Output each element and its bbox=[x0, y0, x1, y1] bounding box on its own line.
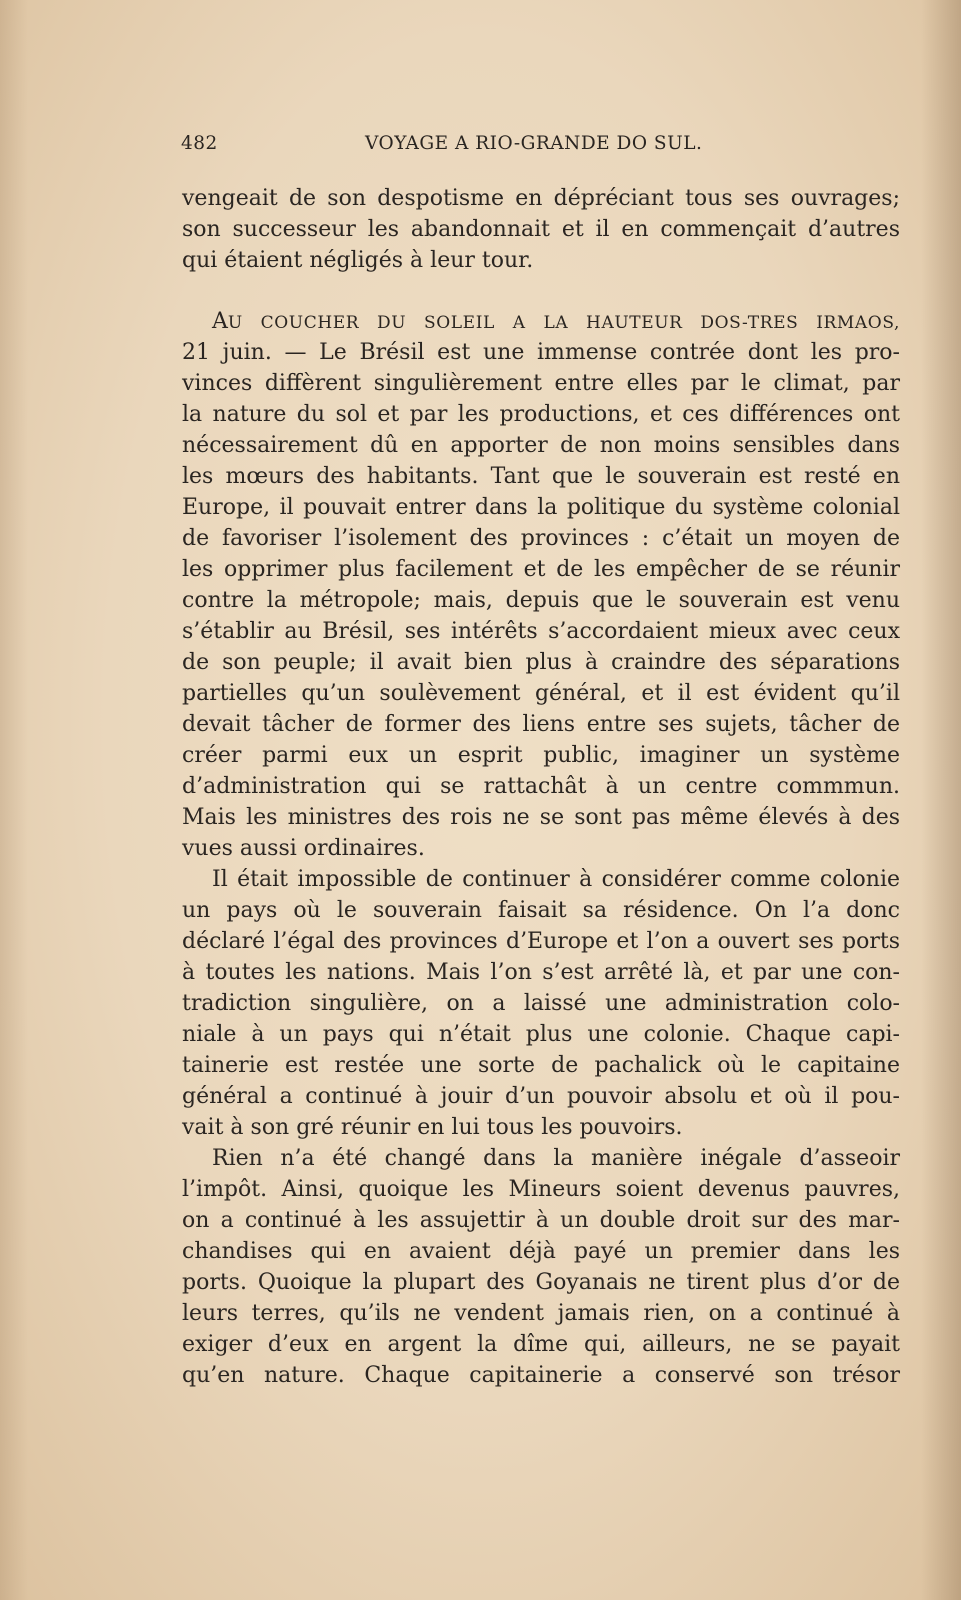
text-line: qu’en nature. Chaque capitainerie a conservé son trésor bbox=[182, 1363, 900, 1388]
text-line: tainerie est restée une sorte de pachalick où le capitaine bbox=[182, 1053, 900, 1078]
text-line: Mais les ministres des rois ne se sont pas même élevés à des bbox=[182, 805, 900, 830]
page-number: 482 bbox=[181, 133, 218, 154]
section-heading bbox=[182, 306, 900, 337]
text-line: s’établir au Brésil, ses intérêts s’accordaient mieux avec ceux bbox=[182, 619, 900, 644]
text-line: tradiction singulière, on a laissé une administration colo- bbox=[182, 991, 900, 1016]
text-line: vait à son gré réunir en lui tous les pouvoirs. bbox=[182, 1115, 683, 1140]
text-line: son successeur les abandonnait et il en commençait d’autres bbox=[182, 217, 900, 242]
text-line: 21 juin. — Le Brésil est une immense contrée dont les pro- bbox=[182, 340, 900, 365]
text-line: la nature du sol et par les productions, et ces différences ont bbox=[182, 402, 900, 427]
text-line: les mœurs des habitants. Tant que le souverain est resté en bbox=[182, 464, 900, 489]
heading-initial: A bbox=[212, 309, 228, 334]
text-line: niale à un pays qui n’était plus une colonie. Chaque capi- bbox=[182, 1022, 900, 1047]
section-gap bbox=[182, 276, 900, 306]
text-line: chandises qui en avaient déjà payé un premier dans les bbox=[182, 1239, 900, 1264]
text-line: à toutes les nations. Mais l’on s’est arrêté là, et par une con- bbox=[182, 960, 900, 985]
text-line: d’administration qui se rattachât à un centre commmun. bbox=[182, 774, 900, 799]
text-line: ports. Quoique la plupart des Goyanais ne tirent plus d’or de bbox=[182, 1270, 900, 1295]
text-line: qui étaient négligés à leur tour. bbox=[182, 248, 534, 273]
text-line: de favoriser l’isolement des provinces : c’était un moyen de bbox=[182, 526, 900, 551]
heading-small-caps: U COUCHER DU SOLEIL A LA HAUTEUR DOS-TRES IRMAOS, bbox=[227, 313, 900, 333]
text-line: l’impôt. Ainsi, quoique les Mineurs soient devenus pauvres, bbox=[182, 1177, 900, 1202]
text-line: Il était impossible de continuer à considérer comme colonie bbox=[212, 867, 900, 892]
text-line: créer parmi eux un esprit public, imaginer un système bbox=[182, 743, 900, 768]
text-line: partielles qu’un soulèvement général, et il est évident qu’il bbox=[182, 681, 900, 706]
text-line: déclaré l’égal des provinces d’Europe et l’on a ouvert ses ports bbox=[182, 929, 900, 954]
text-line: nécessairement dû en apporter de non moins sensibles dans bbox=[182, 433, 900, 458]
running-head bbox=[181, 133, 713, 159]
text-line: on a continué à les assujettir à un double droit sur des mar- bbox=[182, 1208, 900, 1233]
running-title: VOYAGE A RIO-GRANDE DO SUL. bbox=[365, 133, 703, 154]
text-line: vengeait de son despotisme en dépréciant tous ses ouvrages; bbox=[182, 186, 900, 211]
text-line: contre la métropole; mais, depuis que le souverain est venu bbox=[182, 588, 900, 613]
page-right-shading bbox=[921, 0, 961, 1600]
page-left-shading bbox=[0, 0, 28, 1600]
text-line: un pays où le souverain faisait sa résidence. On l’a donc bbox=[182, 898, 900, 923]
text-line: leurs terres, qu’ils ne vendent jamais rien, on a continué à bbox=[182, 1301, 900, 1326]
text-line: Rien n’a été changé dans la manière inégale d’asseoir bbox=[212, 1146, 900, 1171]
text-line: de son peuple; il avait bien plus à craindre des séparations bbox=[182, 650, 900, 675]
text-line: vinces diffèrent singulièrement entre elles par le climat, par bbox=[182, 371, 900, 396]
text-line: Europe, il pouvait entrer dans la politique du système colonial bbox=[182, 495, 900, 520]
text-line: exiger d’eux en argent la dîme qui, ailleurs, ne se payait bbox=[182, 1332, 900, 1357]
text-line: général a continué à jouir d’un pouvoir absolu et où il pou- bbox=[182, 1084, 900, 1109]
text-line: vues aussi ordinaires. bbox=[182, 836, 425, 861]
text-line: les opprimer plus facilement et de les empêcher de se réunir bbox=[182, 557, 900, 582]
body-text bbox=[182, 183, 900, 1391]
text-line: devait tâcher de former des liens entre ses sujets, tâcher de bbox=[182, 712, 900, 737]
